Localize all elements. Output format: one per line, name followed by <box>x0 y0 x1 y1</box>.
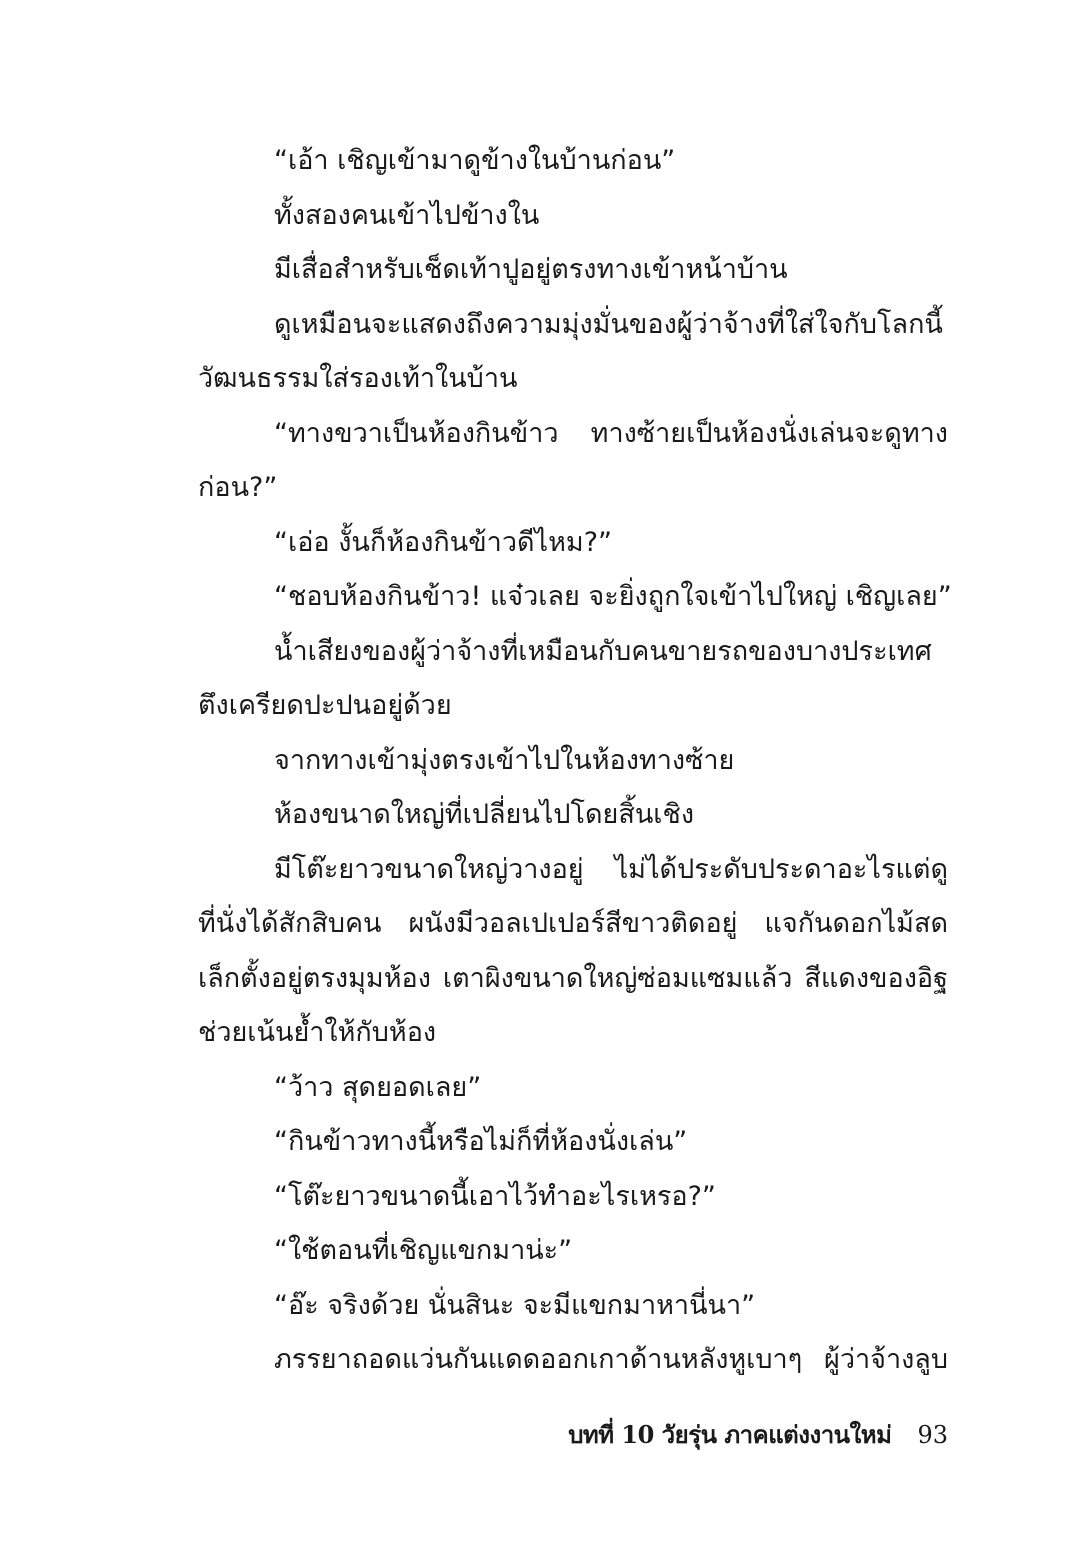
narration-line: ห้องขนาดใหญ่ที่เปลี่ยนไปโดยสิ้นเชิง <box>274 799 695 830</box>
text-line <box>198 1224 948 1279</box>
page-body <box>198 134 952 1388</box>
text-line <box>198 1006 948 1061</box>
text-line <box>198 516 948 571</box>
dialogue-line: “เอ่อ งั้นก็ห้องกินข้าวดีไหม?” <box>274 526 613 558</box>
dialogue-line: “ชอบห้องกินข้าว! แจ๋วเลย จะยิ่งถูกใจเข้าไปใหญ่ เชิญเลย” <box>274 581 952 612</box>
dialogue-line: “ทางขวาเป็นห้องกินข้าว ทางซ้ายเป็นห้องนั่งเล่นจะดูทาง <box>274 417 948 449</box>
narration-line: ทั้งสองคนเข้าไปข้างใน <box>274 199 540 231</box>
chapter-title: บทที่ 10 วัยรุ่น ภาคแต่งงานใหม่ <box>568 1420 892 1449</box>
dialogue-line: “โต๊ะยาวขนาดนี้เอาไว้ทำอะไรเหรอ?” <box>274 1180 716 1212</box>
narration-line: ภรรยาถอดแว่นกันแดดออกเกาด้านหลังหูเบาๆ ผู้ว่าจ้างลูบ <box>274 1344 948 1375</box>
text-line <box>198 952 948 1007</box>
text-line <box>198 134 948 189</box>
text-line <box>198 1061 948 1116</box>
dialogue-line: “ใช้ตอนที่เชิญแขกมาน่ะ” <box>274 1235 573 1266</box>
narration-line: ตึงเครียดปะปนอยู่ด้วย <box>198 690 452 721</box>
dialogue-line: “เอ้า เชิญเข้ามาดูข้างในบ้านก่อน” <box>274 145 676 176</box>
text-line <box>198 407 948 462</box>
text-line <box>198 897 948 952</box>
text-line <box>198 1170 948 1225</box>
text-line <box>198 1333 948 1388</box>
narration-line: น้ำเสียงของผู้ว่าจ้างที่เหมือนกับคนขายรถของบางประเทศ <box>274 635 932 667</box>
text-line <box>198 788 948 843</box>
text-line <box>198 843 948 898</box>
text-line <box>198 1115 948 1170</box>
text-line <box>198 352 948 407</box>
dialogue-line: “ว้าว สุดยอดเลย” <box>274 1071 482 1103</box>
text-line <box>198 461 948 516</box>
dialogue-line: “กินข้าวทางนี้หรือไม่ก็ที่ห้องนั่งเล่น” <box>274 1126 688 1157</box>
text-line <box>198 679 948 734</box>
dialogue-line: “อ๊ะ จริงด้วย นั่นสินะ จะมีแขกมาหานี่นา” <box>274 1289 756 1321</box>
narration-line: ดูเหมือนจะแสดงถึงความมุ่งมั่นของผู้ว่าจ้างที่ใส่ใจกับโลกนี้ <box>274 308 943 340</box>
page-number: 93 <box>917 1421 948 1449</box>
text-line <box>198 298 948 353</box>
text-line <box>198 1279 948 1334</box>
narration-line: มีโต๊ะยาวขนาดใหญ่วางอยู่ ไม่ได้ประดับประดาอะไรแต่ดู <box>274 853 948 885</box>
dialogue-line: ก่อน?” <box>198 472 278 503</box>
text-line <box>198 734 948 789</box>
page-footer <box>0 1415 948 1454</box>
narration-line: วัฒนธรรมใส่รองเท้าในบ้าน <box>198 363 518 394</box>
text-line <box>198 570 952 625</box>
narration-line: มีเสื่อสำหรับเช็ดเท้าปูอยู่ตรงทางเข้าหน้าบ้าน <box>274 254 788 285</box>
narration-line: จากทางเข้ามุ่งตรงเข้าไปในห้องทางซ้าย <box>274 744 735 776</box>
narration-line: ช่วยเน้นย้ำให้กับห้อง <box>198 1017 437 1048</box>
narration-line: ที่นั่งได้สักสิบคน ผนังมีวอลเปเปอร์สีขาวติดอยู่ แจกันดอกไม้สด <box>198 908 948 939</box>
text-line <box>198 243 948 298</box>
text-line <box>198 189 948 244</box>
narration-line: เล็กตั้งอยู่ตรงมุมห้อง เตาผิงขนาดใหญ่ซ่อมแซมแล้ว สีแดงของอิฐ <box>198 962 948 994</box>
text-line <box>198 625 948 680</box>
